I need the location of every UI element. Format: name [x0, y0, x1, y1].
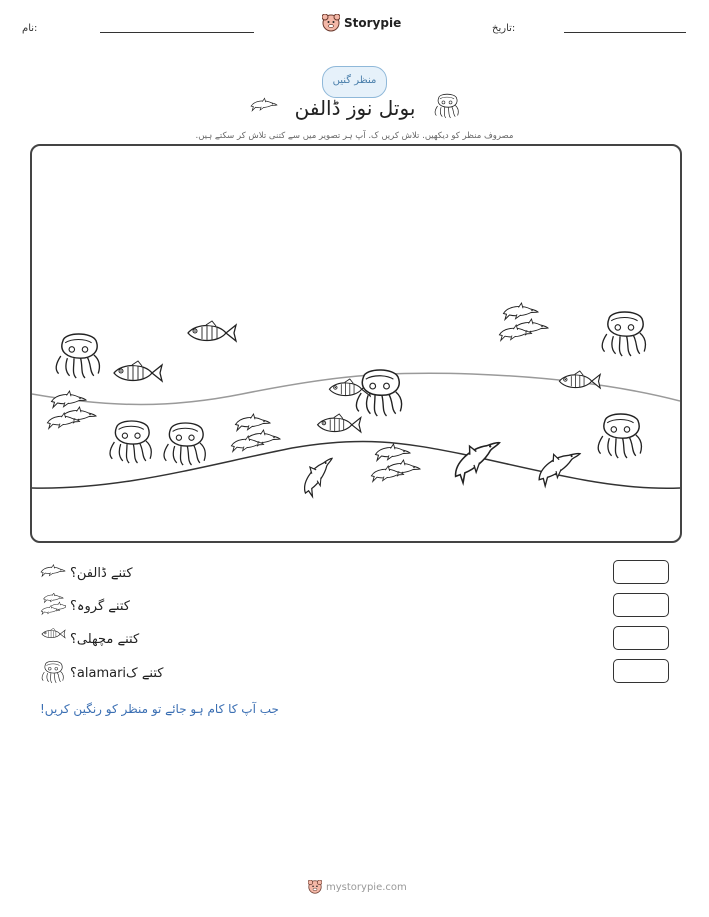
squid: [356, 370, 401, 416]
brand-logo: [322, 14, 401, 32]
fish: [188, 321, 236, 341]
squid-icon: [40, 659, 66, 685]
squid: [164, 423, 205, 465]
squid-icon: [432, 93, 462, 119]
name-label: نام:: [22, 23, 38, 34]
date-field[interactable]: [564, 32, 686, 33]
footer-site: [308, 880, 407, 894]
question-dolphins: کتنے ڈالفن؟: [70, 566, 133, 581]
page-title: بوتل نوز ڈالفن: [294, 96, 416, 120]
answer-box-dolphins[interactable]: [613, 560, 669, 584]
dolphin: [446, 431, 506, 484]
dolphin-group: [499, 303, 548, 340]
brand-name: Storypie: [344, 16, 402, 30]
instructions: مصروف منظر کو دیکھیں. تلاش کریں ک. آپ ہر تصویر میں سے کتنی تلاش کر سکتے ہیں.: [195, 131, 514, 141]
answer-box-squid[interactable]: [613, 659, 669, 683]
dolphin-group-icon: [40, 593, 66, 617]
site-url[interactable]: mystorypie.com: [326, 881, 407, 893]
date-label: تاریخ:: [492, 23, 516, 34]
answer-box-fish[interactable]: [613, 626, 669, 650]
fish: [114, 361, 162, 381]
question-fish: کتنے مچھلی؟: [70, 632, 140, 647]
dolphin: [532, 443, 585, 487]
squid: [598, 414, 641, 458]
squid: [56, 334, 99, 378]
answer-box-groups[interactable]: [613, 593, 669, 617]
fish: [318, 414, 361, 432]
question-squid: کتنے کalamari؟: [70, 666, 164, 681]
scene-frame: [30, 144, 682, 543]
dolphin-group: [47, 391, 96, 428]
dolphin: [295, 451, 339, 498]
wave-line-front: [32, 441, 680, 488]
dolphin-group: [231, 414, 280, 451]
squid: [602, 312, 645, 356]
ocean-scene: [32, 146, 680, 541]
fish: [559, 371, 600, 388]
dolphin-icon: [40, 560, 66, 582]
squid: [110, 421, 151, 463]
bear-icon: [322, 14, 340, 32]
bear-icon: [308, 880, 322, 894]
topic-badge: منظر گنیں: [322, 66, 387, 98]
fish-icon: [40, 627, 66, 641]
name-field[interactable]: [100, 32, 254, 33]
dolphin-group: [371, 444, 420, 481]
question-list: [40, 560, 680, 690]
dolphin-icon: [250, 93, 278, 117]
question-groups: کتنے گروہ؟: [70, 599, 130, 614]
color-instruction: جب آپ کا کام ہو جائے تو منظر کو رنگین کریں!: [40, 702, 279, 716]
